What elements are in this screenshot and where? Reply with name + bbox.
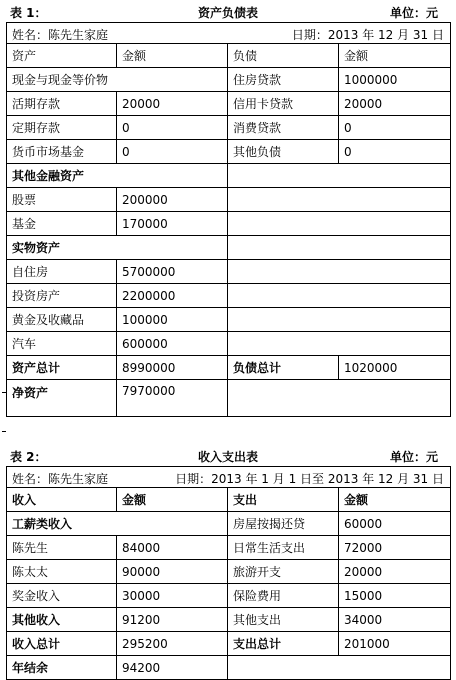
table-row [7, 380, 451, 417]
table2-caption [6, 446, 450, 464]
table-row [7, 164, 451, 188]
table-cell [228, 260, 451, 284]
table-cell: 5700000 [117, 260, 228, 284]
table-row [7, 584, 451, 608]
table-row [7, 512, 451, 536]
table-cell: 陈先生 [7, 536, 117, 560]
header-cell: 金额 [339, 488, 451, 512]
section-heading: 其他金融资产 [7, 164, 228, 188]
table-cell: 活期存款 [7, 92, 117, 116]
table-cell: 奖金收入 [7, 584, 117, 608]
table-cell: 34000 [339, 608, 451, 632]
table-cell: 600000 [117, 332, 228, 356]
table-row [7, 656, 451, 680]
table-cell: 295200 [117, 632, 228, 656]
table-cell: 现金与现金等价物 [7, 68, 228, 92]
table1-info-row [7, 23, 451, 44]
table-cell [228, 164, 451, 188]
table1-date: 日期：2013 年 12 月 31 日 [291, 28, 444, 42]
table-cell [228, 236, 451, 260]
table-row [7, 536, 451, 560]
table-cell: 15000 [339, 584, 451, 608]
table-row [7, 632, 451, 656]
table-cell: 消费贷款 [228, 116, 339, 140]
table-cell: 20000 [117, 92, 228, 116]
table2-header-row [7, 488, 451, 512]
table-row [7, 608, 451, 632]
table-cell: 自住房 [7, 260, 117, 284]
table-cell: 定期存款 [7, 116, 117, 140]
table-cell: 1020000 [339, 356, 451, 380]
table2-title: 收入支出表 [197, 450, 258, 464]
table-cell: 20000 [339, 560, 451, 584]
header-cell: 收入 [7, 488, 117, 512]
table-cell: 旅游开支 [228, 560, 339, 584]
table-cell: 7970000 [117, 380, 228, 417]
table2-info-row [7, 467, 451, 488]
table2-unit: 单位：元 [389, 450, 438, 464]
table-cell [228, 188, 451, 212]
table-row [7, 188, 451, 212]
table-row [7, 236, 451, 260]
header-cell: 金额 [339, 44, 451, 68]
table-cell: 陈太太 [7, 560, 117, 584]
table-cell: 1000000 [339, 68, 451, 92]
table-cell: 股票 [7, 188, 117, 212]
table-cell: 90000 [117, 560, 228, 584]
table-cell: 投资房产 [7, 284, 117, 308]
table-cell: 汽车 [7, 332, 117, 356]
table1-label: 表 1： [10, 6, 47, 20]
header-cell: 负债 [228, 44, 339, 68]
total-label: 负债总计 [228, 356, 339, 380]
balance-sheet-table [6, 22, 451, 417]
table1-name: 姓名：陈先生家庭 [12, 28, 109, 42]
table-cell [228, 656, 451, 680]
table-cell: 基金 [7, 212, 117, 236]
table-cell: 房屋按揭还贷 [228, 512, 339, 536]
header-cell: 支出 [228, 488, 339, 512]
header-cell: 金额 [117, 488, 228, 512]
table-row [7, 308, 451, 332]
table-cell: 其他支出 [228, 608, 339, 632]
table1-unit: 单位：元 [389, 6, 438, 20]
table-cell: 其他收入 [7, 608, 117, 632]
header-cell: 资产 [7, 44, 117, 68]
table-cell: 0 [117, 140, 228, 164]
total-label: 收入总计 [7, 632, 117, 656]
section-heading: 实物资产 [7, 236, 228, 260]
header-cell: 金额 [117, 44, 228, 68]
total-label: 支出总计 [228, 632, 339, 656]
table-cell: 8990000 [117, 356, 228, 380]
table-cell: 170000 [117, 212, 228, 236]
table-cell [228, 212, 451, 236]
table-cell: 2200000 [117, 284, 228, 308]
table2-name: 姓名：陈先生家庭 [12, 472, 109, 486]
table2-start-mark [2, 431, 6, 435]
table-cell: 60000 [339, 512, 451, 536]
table-cell: 日常生活支出 [228, 536, 339, 560]
table-cell: 72000 [339, 536, 451, 560]
income-expense-table [6, 466, 451, 680]
table-cell: 0 [117, 116, 228, 140]
table-cell: 100000 [117, 308, 228, 332]
table-row [7, 116, 451, 140]
table-cell: 94200 [117, 656, 228, 680]
table-cell: 20000 [339, 92, 451, 116]
table-row [7, 260, 451, 284]
section-heading: 工薪类收入 [7, 512, 228, 536]
table-row [7, 560, 451, 584]
table-cell [228, 380, 451, 417]
table1-caption [6, 2, 450, 20]
table-cell: 黄金及收藏品 [7, 308, 117, 332]
table1-title: 资产负债表 [197, 6, 258, 20]
table-cell: 住房贷款 [228, 68, 339, 92]
table-cell: 0 [339, 116, 451, 140]
table-cell [228, 308, 451, 332]
table-cell: 保险费用 [228, 584, 339, 608]
table2-date: 日期：2013 年 1 月 1 日至 2013 年 12 月 31 日 [175, 472, 444, 486]
table-row [7, 212, 451, 236]
table-cell: 货币市场基金 [7, 140, 117, 164]
table-cell: 其他负债 [228, 140, 339, 164]
table2-label: 表 2： [10, 450, 47, 464]
table-row [7, 284, 451, 308]
total-label: 年结余 [7, 656, 117, 680]
table-row [7, 332, 451, 356]
table-cell: 200000 [117, 188, 228, 212]
table-cell: 信用卡贷款 [228, 92, 339, 116]
total-label: 资产总计 [7, 356, 117, 380]
table-cell: 91200 [117, 608, 228, 632]
table-cell: 84000 [117, 536, 228, 560]
table1-header-row [7, 44, 451, 68]
table-cell [228, 284, 451, 308]
table-row [7, 92, 451, 116]
total-label: 净资产 [7, 380, 117, 417]
table-row [7, 140, 451, 164]
table-row [7, 68, 451, 92]
table-cell: 30000 [117, 584, 228, 608]
table-cell [228, 332, 451, 356]
table-cell: 0 [339, 140, 451, 164]
table-row [7, 356, 451, 380]
table-cell: 201000 [339, 632, 451, 656]
